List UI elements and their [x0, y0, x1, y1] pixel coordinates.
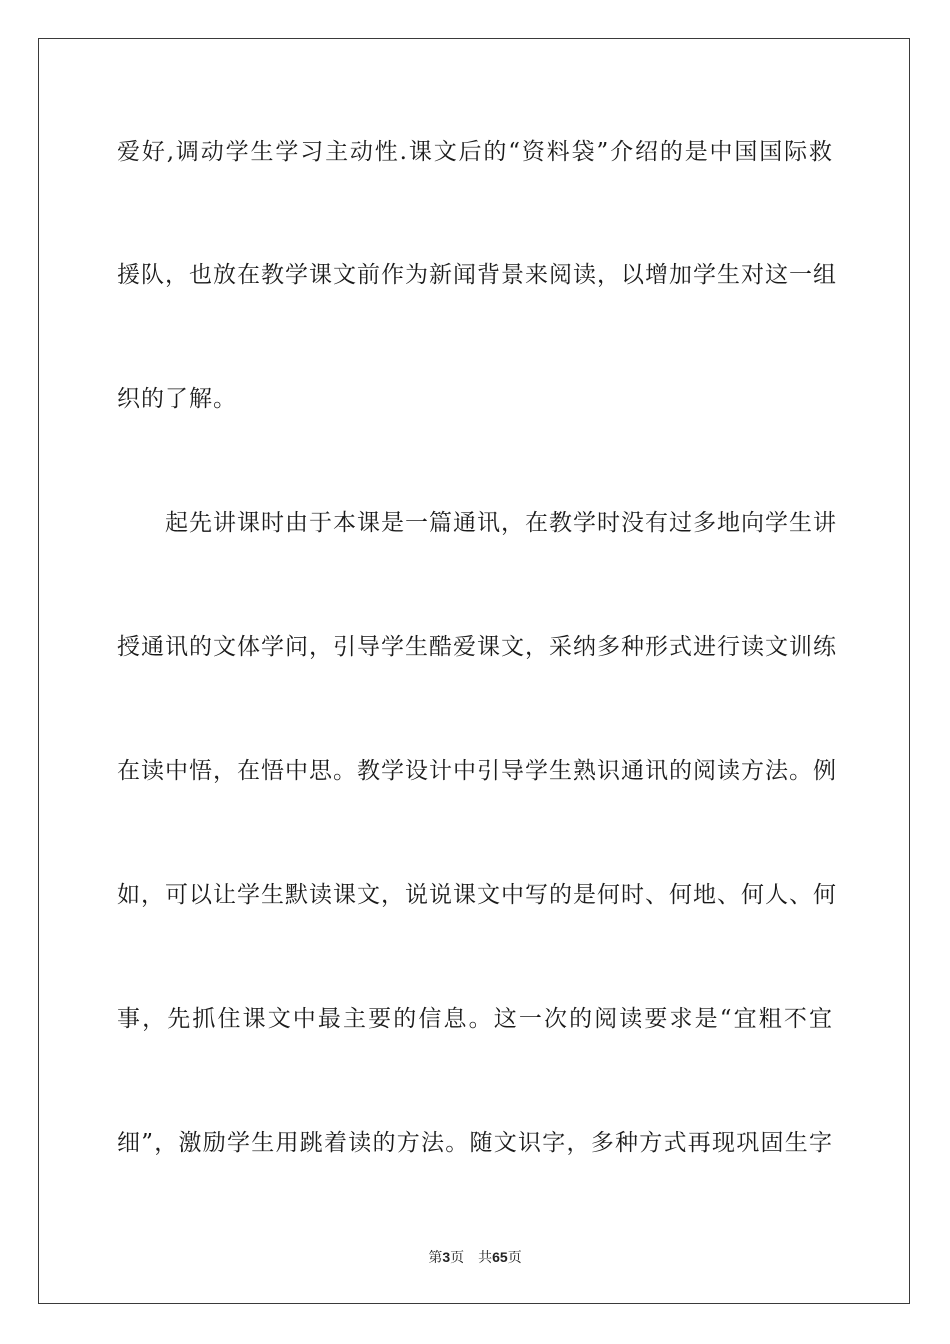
body-line-4: 起先讲课时由于本课是一篇通讯，在教学时没有过多地向学生讲: [165, 510, 837, 536]
page-border: [38, 38, 910, 1304]
page-footer: [0, 1248, 950, 1267]
body-line-3: 织的了解。: [117, 386, 237, 412]
footer-total-pages: 65: [492, 1249, 508, 1265]
body-line-1: 爱好,调动学生学习主动性.课文后的“资料袋”介绍的是中国国际救: [117, 139, 833, 165]
body-line-9: 细”，激励学生用跳着读的方法。随文识字，多种方式再现巩固生字: [117, 1130, 833, 1156]
footer-total-prefix: 共: [478, 1250, 493, 1266]
footer-page-suffix: 页: [450, 1250, 465, 1266]
footer-page-number: 3: [442, 1249, 451, 1265]
body-line-7: 如，可以让学生默读课文，说说课文中写的是何时、何地、何人、何: [117, 882, 837, 908]
body-line-8: 事，先抓住课文中最主要的信息。这一次的阅读要求是“宜粗不宜: [117, 1006, 833, 1032]
footer-total-suffix: 页: [507, 1250, 522, 1266]
body-line-2: 援队，也放在教学课文前作为新闻背景来阅读，以增加学生对这一组: [117, 262, 837, 288]
footer-page-prefix: 第: [428, 1250, 443, 1266]
body-line-5: 授通讯的文体学问，引导学生酷爱课文，采纳多种形式进行读文训练: [117, 634, 837, 660]
body-line-6: 在读中悟，在悟中思。教学设计中引导学生熟识通讯的阅读方法。例: [117, 758, 837, 784]
